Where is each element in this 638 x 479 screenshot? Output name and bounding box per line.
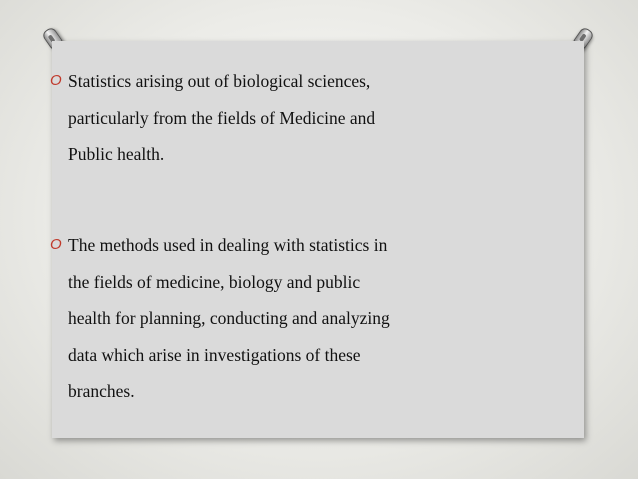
bullet-line: Statistics arising out of biological sciences, <box>68 71 371 91</box>
bullet-item <box>50 63 508 173</box>
bullet-marker-icon: O <box>50 236 62 253</box>
bullet-line: Public health. <box>68 144 165 164</box>
bullet-line: branches. <box>68 381 135 401</box>
bullet-line: the fields of medicine, biology and public <box>68 271 361 292</box>
bullet-marker-icon: O <box>50 72 62 89</box>
bullet-line: particularly from the fields of Medicine and <box>68 107 376 128</box>
bullet-line: data which arise in investigations of these <box>68 344 361 365</box>
bullet-line: The methods used in dealing with statistics in <box>68 235 388 255</box>
bullet-line: health for planning, conducting and analyzing <box>68 308 390 328</box>
bullet-item <box>50 227 508 410</box>
